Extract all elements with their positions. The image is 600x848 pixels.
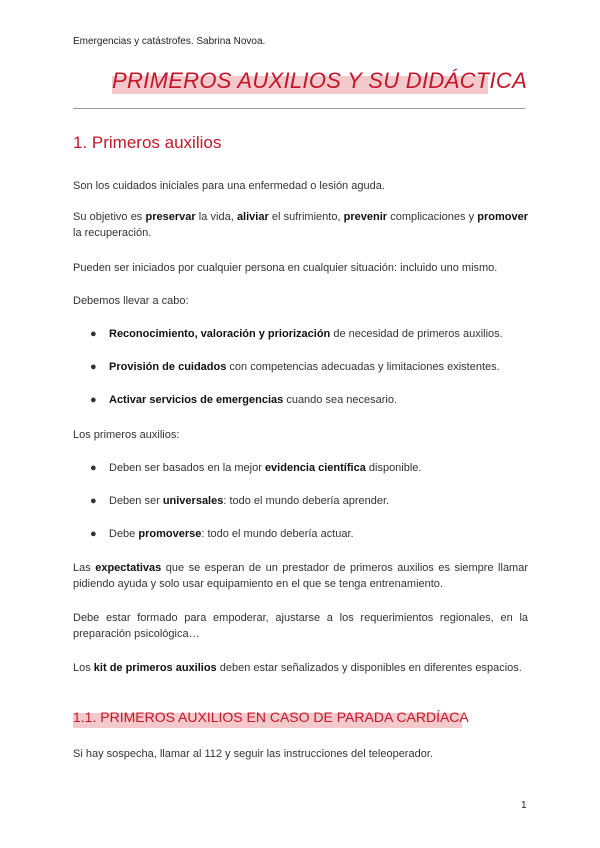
page-number: 1 <box>521 800 527 811</box>
paragraph: Pueden ser iniciados por cualquier persona en cualquier situación: incluido uno mismo. <box>73 262 498 274</box>
title-divider <box>73 108 525 109</box>
section-heading: 1. Primeros auxilios <box>73 133 222 152</box>
paragraph-kits: Los kit de primeros auxilios deben estar señalizados y disponibles en diferentes espacios. <box>73 662 522 674</box>
document-title-block <box>112 68 528 96</box>
paragraph-training: Debe estar formado para empoderar, ajustarse a los requerimientos regionales, en la preparación psicológica… <box>73 612 528 640</box>
paragraph-expectations: Las expectativas que se esperan de un prestador de primeros auxilios es siempre llamar pidiendo ayuda y solo usar equipamiento en el que se tenga entrenamiento. <box>73 562 529 590</box>
document-title: PRIMEROS AUXILIOS Y SU DIDÁCTICA <box>112 68 528 93</box>
bullet-icon: ● <box>90 361 97 373</box>
paragraph: Debemos llevar a cabo: <box>73 295 189 307</box>
paragraph: Son los cuidados iniciales para una enfermedad o lesión aguda. <box>73 180 385 192</box>
paragraph: Los primeros auxilios: <box>73 429 180 441</box>
bullet-icon: ● <box>90 528 97 540</box>
bullet-icon: ● <box>90 462 97 474</box>
bullet-icon: ● <box>90 394 97 406</box>
bullet-icon: ● <box>90 328 97 340</box>
paragraph-objectives: Su objetivo es preservar la vida, aliviar el sufrimiento, prevenir complicaciones y promover la recuperación. <box>73 211 529 239</box>
bullet-icon: ● <box>90 495 97 507</box>
running-header: Emergencias y catástrofes. Sabrina Novoa. <box>73 36 266 47</box>
subsection-heading: 1.1. PRIMEROS AUXILIOS EN CASO DE PARADA CARDÍACA <box>73 709 469 725</box>
paragraph: Si hay sospecha, llamar al 112 y seguir las instrucciones del teleoperador. <box>73 748 433 760</box>
